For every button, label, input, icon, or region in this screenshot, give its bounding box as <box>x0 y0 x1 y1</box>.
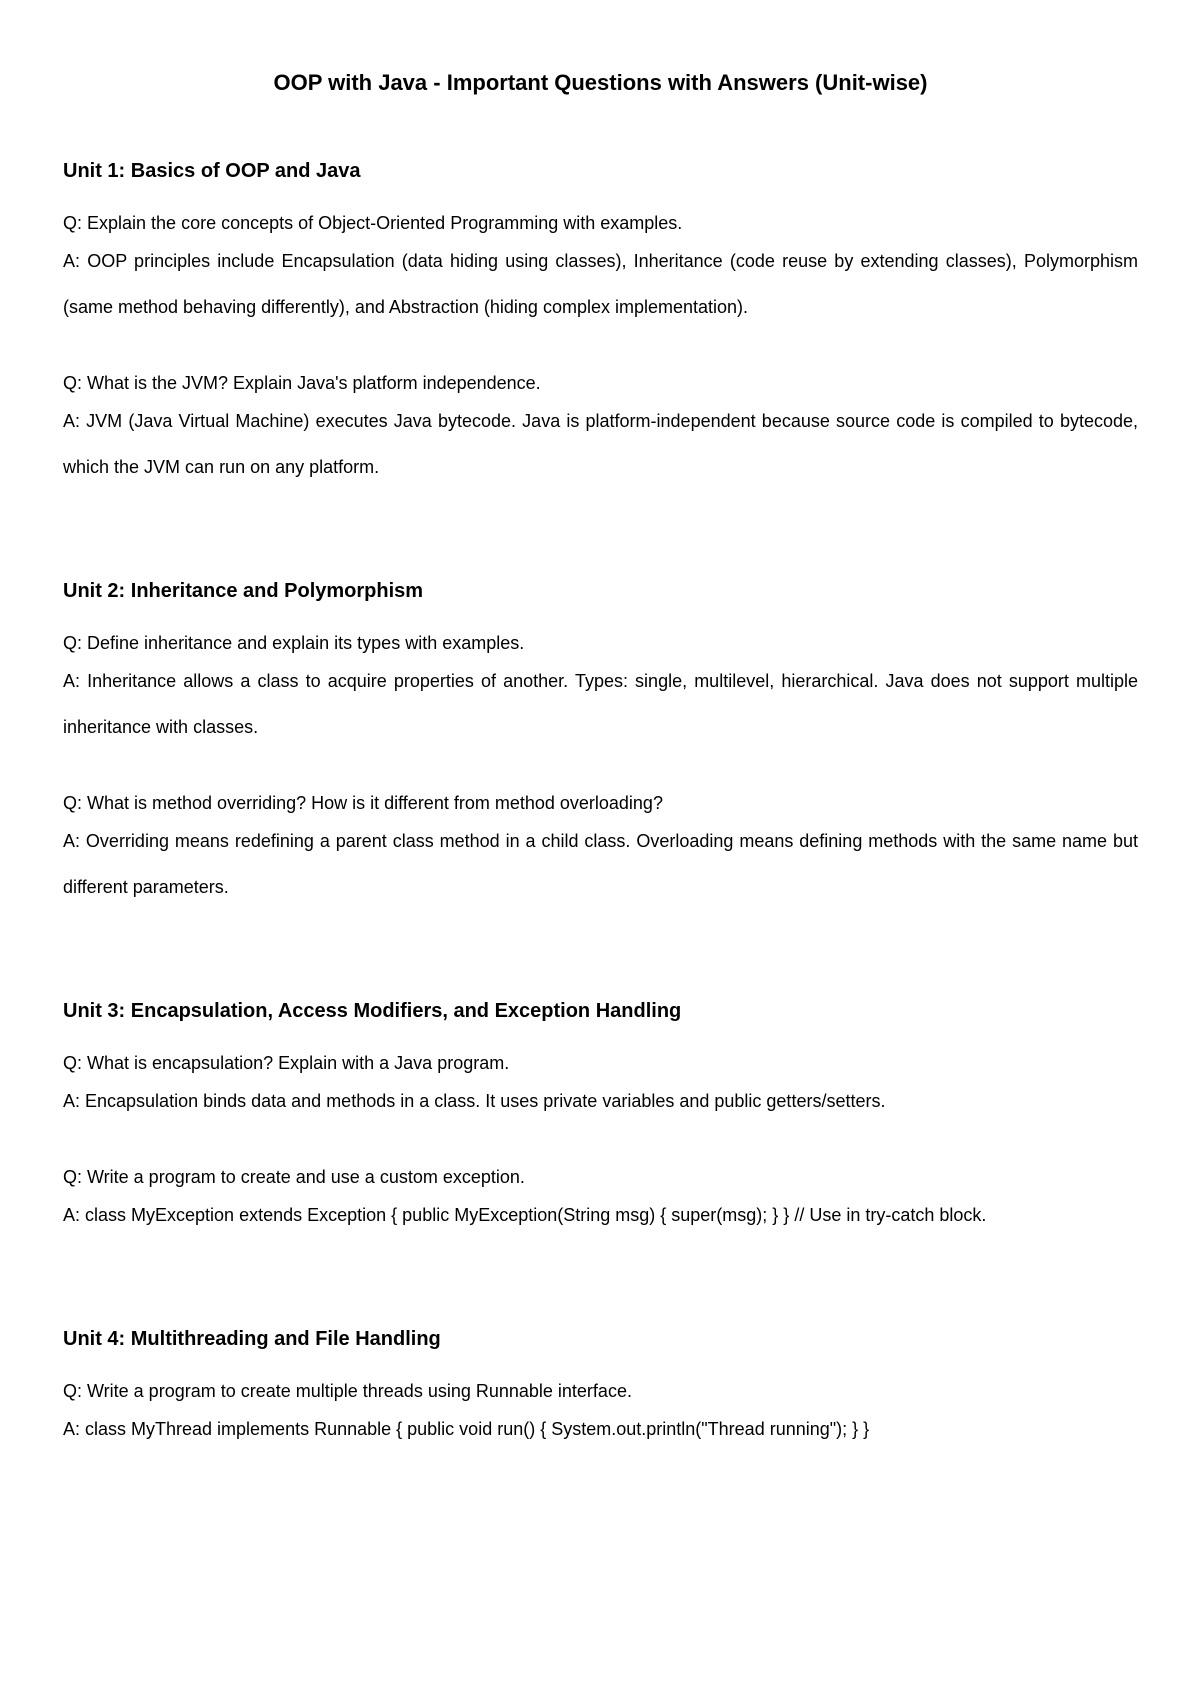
qa-item <box>63 628 1138 750</box>
question-text: Q: What is the JVM? Explain Java's platform independence. <box>63 373 541 393</box>
qa-item <box>63 208 1138 330</box>
unit-2-section <box>63 578 1138 910</box>
unit-heading: Unit 1: Basics of OOP and Java <box>63 160 361 182</box>
unit-4-section <box>63 1326 1138 1452</box>
question-text: Q: Define inheritance and explain its types with examples. <box>63 633 525 653</box>
answer-text: A: OOP principles include Encapsulation (data hiding using classes), Inheritance (code reuse by extending classes), Polymorphism (same method behaving differently), and Abstraction (hiding complex implementation). <box>63 251 1138 317</box>
unit-heading: Unit 3: Encapsulation, Access Modifiers, and Exception Handling <box>63 1000 682 1022</box>
answer-text: A: class MyException extends Exception { public MyException(String msg) { super(msg); } } // Use in try-catch block. <box>63 1205 987 1225</box>
unit-heading: Unit 4: Multithreading and File Handling <box>63 1328 441 1350</box>
unit-1-section <box>63 158 1138 490</box>
qa-item <box>63 788 1138 910</box>
answer-text: A: Encapsulation binds data and methods in a class. It uses private variables and public getters/setters. <box>63 1091 886 1111</box>
unit-3-section <box>63 998 1138 1238</box>
qa-item <box>63 1162 1138 1238</box>
question-text: Q: What is encapsulation? Explain with a Java program. <box>63 1053 510 1073</box>
question-text: Q: Write a program to create multiple threads using Runnable interface. <box>63 1381 632 1401</box>
question-text: Q: Write a program to create and use a custom exception. <box>63 1167 525 1187</box>
qa-item <box>63 1048 1138 1124</box>
answer-text: A: Overriding means redefining a parent class method in a child class. Overloading means defining methods with the same name but different parameters. <box>63 831 1138 897</box>
answer-text: A: class MyThread implements Runnable { public void run() { System.out.println("Thread running"); } } <box>63 1419 870 1439</box>
qa-item <box>63 368 1138 490</box>
qa-item <box>63 1376 1138 1452</box>
unit-heading: Unit 2: Inheritance and Polymorphism <box>63 580 424 602</box>
question-text: Q: What is method overriding? How is it different from method overloading? <box>63 793 663 813</box>
answer-text: A: JVM (Java Virtual Machine) executes Java bytecode. Java is platform-independent because source code is compiled to bytecode, which the JVM can run on any platform. <box>63 411 1138 477</box>
document-title: OOP with Java - Important Questions with Answers (Unit-wise) <box>273 70 928 95</box>
answer-text: A: Inheritance allows a class to acquire properties of another. Types: single, multilevel, hierarchical. Java does not support multiple inheritance with classes. <box>63 671 1138 737</box>
question-text: Q: Explain the core concepts of Object-Oriented Programming with examples. <box>63 213 683 233</box>
